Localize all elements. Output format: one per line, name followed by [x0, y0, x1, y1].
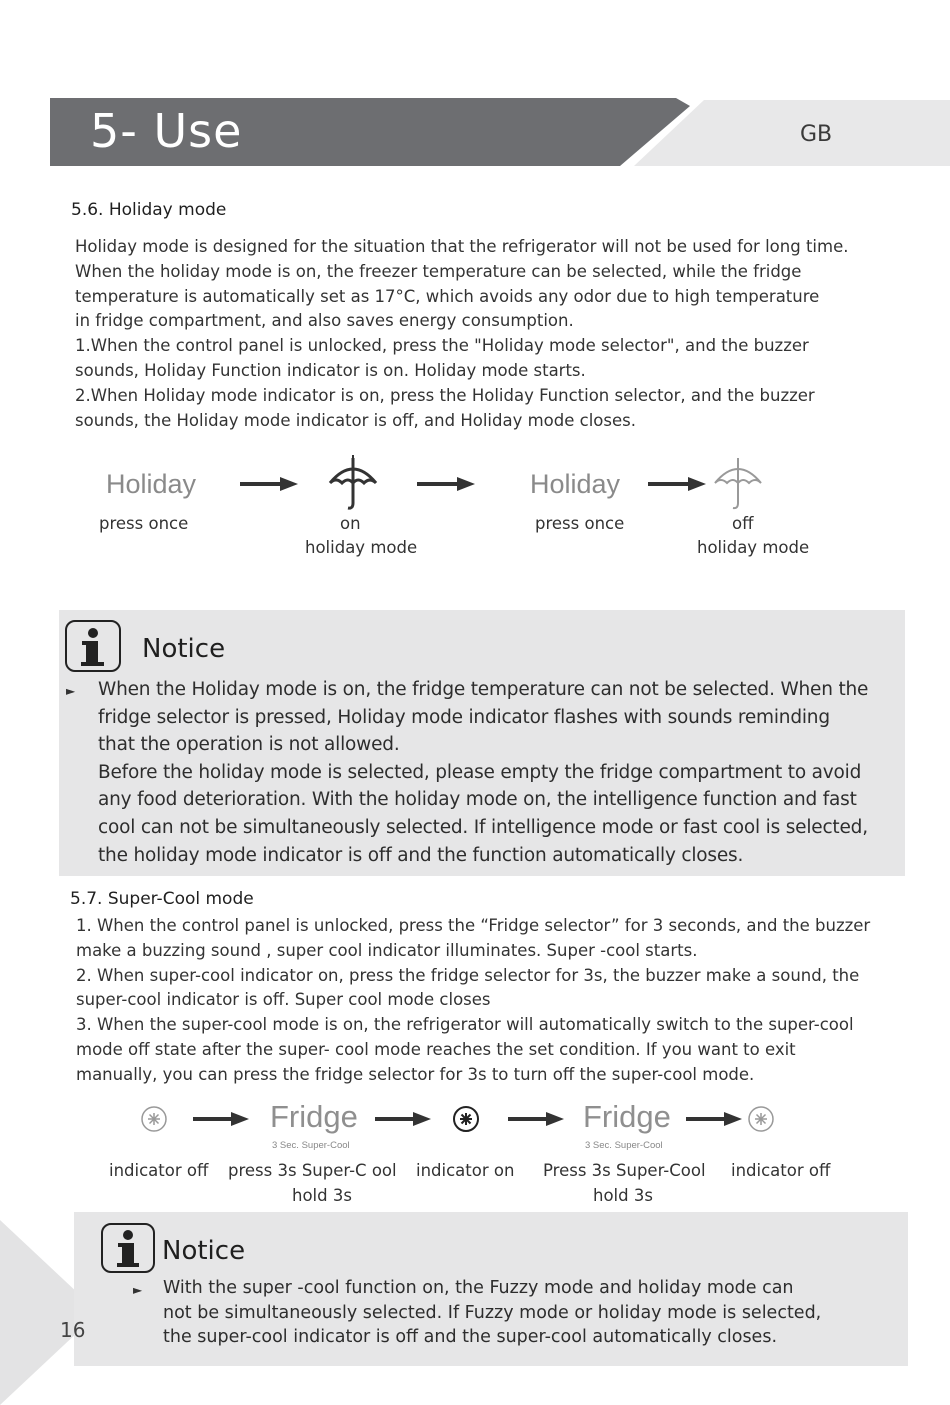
text-line: that the operation is not allowed. [98, 734, 400, 756]
caption-press-once: press once [99, 514, 189, 533]
text-line: When the Holiday mode is on, the fridge temperature can not be selected. When the [98, 679, 869, 700]
arrow-right-icon [508, 1111, 564, 1127]
bullet-icon: ► [66, 684, 76, 698]
text-line: cool can not be simultaneously selected. If intelligence mode or fast cool is selected, [98, 816, 868, 838]
text-line: sounds, Holiday Function indicator is on. Holiday mode starts. [75, 360, 586, 380]
caption-press-once: press once [535, 514, 625, 533]
text-line: manually, you can press the fridge selector for 3s to turn off the super-cool mode. [76, 1064, 755, 1084]
supercool-indicator-on-icon [451, 1104, 481, 1134]
arrow-right-icon [648, 476, 706, 492]
text-line: the super-cool indicator is off and the super-cool automatically closes. [163, 1327, 778, 1348]
text-line: in fridge compartment, and also saves energy consumption. [75, 311, 574, 331]
arrow-right-icon [193, 1111, 249, 1127]
text-line: make a buzzing sound , super cool indicator illuminates. Super -cool starts. [76, 940, 698, 960]
arrow-right-icon [375, 1111, 431, 1127]
caption-indicator-off: indicator off [109, 1161, 209, 1180]
caption-hold-3s: hold 3s [593, 1186, 653, 1205]
text-line: fridge selector is pressed, Holiday mode indicator flashes with sounds reminding [98, 706, 830, 728]
fridge-button-sublabel: 3 Sec. Super-Cool [585, 1140, 663, 1151]
text-line: Holiday mode is designed for the situation that the refrigerator will not be used for long time. [75, 237, 849, 256]
caption-press-3s: Press 3s Super-Cool [543, 1161, 706, 1180]
text-line: 1.When the control panel is unlocked, press the "Holiday mode selector", and the buzzer [75, 336, 809, 356]
fridge-button-label: Fridge [583, 1099, 671, 1134]
page-corner-decoration [0, 1220, 80, 1405]
umbrella-icon [325, 455, 381, 511]
text-line: sounds, the Holiday mode indicator is off, and Holiday mode closes. [75, 410, 636, 430]
fridge-button-label: Fridge [270, 1099, 358, 1134]
text-line: any food deterioration. With the holiday mode on, the intelligence function and fast [98, 789, 857, 811]
page-number: 16 [60, 1318, 86, 1342]
language-code: GB [800, 122, 833, 147]
text-line: 1. When the control panel is unlocked, press the “Fridge selector” for 3 seconds, and the buzzer [76, 916, 871, 935]
caption-indicator-on: indicator on [416, 1161, 515, 1180]
caption-indicator-off: indicator off [731, 1161, 831, 1180]
arrow-right-icon [417, 476, 475, 492]
text-line: With the super -cool function on, the Fuzzy mode and holiday mode can [163, 1278, 794, 1298]
info-icon [64, 619, 122, 673]
text-line: 2. When super-cool indicator on, press the fridge selector for 3s, the buzzer make a sound, the [76, 965, 860, 985]
caption-on: on [340, 514, 361, 533]
notice-body [163, 1276, 821, 1350]
bullet-icon: ► [133, 1283, 143, 1297]
caption-holiday-mode: holiday mode [697, 538, 810, 557]
caption-hold-3s: hold 3s [292, 1186, 352, 1205]
text-line: 3. When the super-cool mode is on, the refrigerator will automatically switch to the super-cool [76, 1015, 854, 1035]
supercool-indicator-off-icon [139, 1104, 169, 1134]
text-line: temperature is automatically set as 17°C, which avoids any odor due to high temperature [75, 286, 820, 306]
caption-off: off [732, 514, 754, 533]
text-line: 2.When Holiday mode indicator is on, press the Holiday Function selector, and the buzzer [75, 385, 815, 405]
caption-press-3s: press 3s Super-C ool [228, 1161, 397, 1180]
supercool-indicator-off-icon [746, 1104, 776, 1134]
text-line: Before the holiday mode is selected, please empty the fridge compartment to avoid [98, 761, 862, 783]
arrow-right-icon [686, 1111, 742, 1127]
arrow-right-icon [240, 476, 298, 492]
fridge-button-sublabel: 3 Sec. Super-Cool [272, 1140, 350, 1151]
text-line: When the holiday mode is on, the freezer temperature can be selected, while the fridge [75, 261, 802, 281]
supercool-description [76, 914, 870, 1088]
supercool-heading: 5.7. Super-Cool mode [70, 889, 254, 909]
info-icon [100, 1222, 156, 1274]
text-line: the holiday mode indicator is off and the function automatically closes. [98, 844, 744, 866]
text-line: not be simultaneously selected. If Fuzzy mode or holiday mode is selected, [163, 1302, 822, 1323]
holiday-heading: 5.6. Holiday mode [71, 200, 227, 220]
umbrella-off-icon [710, 455, 766, 511]
notice-title: Notice [142, 634, 226, 664]
text-line: super-cool indicator is off. Super cool mode closes [76, 990, 491, 1010]
caption-holiday-mode: holiday mode [305, 538, 418, 557]
holiday-description [75, 235, 848, 433]
holiday-button-label: Holiday [106, 469, 197, 499]
notice-title: Notice [162, 1236, 246, 1266]
chapter-title: 5- Use [90, 104, 243, 158]
holiday-button-label: Holiday [530, 469, 621, 499]
notice-body [98, 676, 868, 869]
text-line: mode off state after the super- cool mode reaches the set condition. If you want to exit [76, 1039, 796, 1059]
